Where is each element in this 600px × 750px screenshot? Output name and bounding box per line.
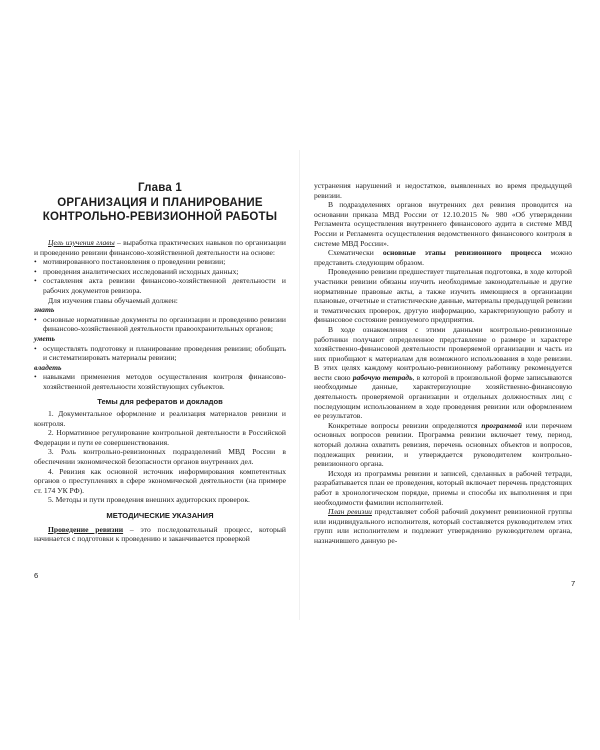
goal-paragraph: [34, 238, 286, 257]
workbook-text-a: В ходе ознакомления с этими данными контрольно-ревизионные работники получают определенное представление о размере и характере хозяйственно-финансовой деятельности проверяемой организации и часть из них приобщают к материалам для возможного использования в ходе ревизии. В этих целях каждому контрольно-ревизионному работнику рекомендуется вести свою: [314, 324, 572, 382]
method-heading: МЕТОДИЧЕСКИЕ УКАЗАНИЯ: [106, 511, 214, 521]
paragraph-regulation: В подразделениях органов внутренних дел ревизия проводится на основании приказа МВД России от 12.10.2015 № 980 «Об утверждении Регламента осуществления внутреннего финансового аудита в системе МВД России и Регламента осуществления ведомственного финансового контроля в системе МВД России».: [314, 200, 572, 248]
own-label: владеть: [34, 362, 62, 372]
stages-text-a: Схематически: [328, 248, 383, 258]
right-page: [300, 0, 600, 750]
goal-text: – выработка практических навыков по организации и проведению ревизии финансово-хозяйственной деятельности на основе:: [34, 238, 286, 257]
method-text: – это последовательный процесс, который начинается с подготовки к проведению и заканчивается проверкой: [34, 524, 286, 544]
right-column: [314, 181, 572, 546]
topic-item: 1. Документальное оформление и реализация материалов ревизии и контроля.: [34, 409, 286, 428]
goal-label: Цель изучения главы: [48, 238, 115, 247]
method-term: Проведение ревизии: [48, 524, 124, 534]
topic-item: 5. Методы и пути проведения внешних аудиторских проверок.: [48, 495, 250, 505]
stages-term: основные этапы ревизионного процесса: [382, 248, 542, 258]
program-text-a: Конкретные вопросы ревизии определяются: [328, 420, 482, 430]
topics-heading: Темы для рефератов и докладов: [97, 396, 223, 406]
paragraph-audit-plan: [314, 507, 572, 545]
left-column: [34, 238, 286, 544]
page-number-right: 7: [571, 579, 576, 588]
paragraph-preparation: Проведению ревизии предшествует тщательная подготовка, в ходе которой участники ревизии обязаны изучить необходимые законодательные и другие нормативные правовые акты, а также изучить имеющиеся в организации плановые, отчетные и статистические данные, материалы предыдущей ревизии и тематических проверок, другую информацию, характеризующую работу и финансовое состояние ревизуемого предприятия.: [314, 267, 572, 325]
chapter-number: Глава 1: [138, 182, 182, 194]
chapter-title: [34, 181, 286, 225]
goal-bullet: • составления акта ревизии финансово-хозяйственной деятельности и рабочих документов ревизора.: [34, 276, 286, 295]
own-bullet: • навыками применения методов осуществления контроля финансово-хозяйственной деятельности хозяйствующих субъектов.: [34, 372, 286, 391]
know-bullet: • основные нормативные документы по организации и проведению ревизии финансово-хозяйственной деятельности правоохранительных органов;: [34, 315, 286, 334]
chapter-title-line-1: ОРГАНИЗАЦИЯ И ПЛАНИРОВАНИЕ: [57, 196, 263, 209]
workbook-text-c: , в которой в произвольной форме записываются необходимые данные, характеризующие хозяйственно-финансовую деятельность проверяемой организации и отдельных должностных лиц с последующим использованием в ходе проведения ревизии или оформлением ее результатов.: [314, 372, 572, 421]
workbook-term: рабочую тетрадь: [352, 372, 413, 382]
paragraph-plan-development: Исходя из программы ревизии и записей, сделанных в рабочей тетради, разрабатывается план ее проведения, который включает перечень предстоящих работ в хронологическом порядке, приемы и способы их выполнения и при необходимости фамилии исполнителей.: [314, 468, 572, 507]
topic-item: 2. Нормативное регулирование контрольной деятельности в Российской Федерации и пути ее совершенствования.: [34, 428, 286, 447]
program-term: программой: [481, 420, 522, 430]
audit-plan-text: представляет собой рабочий документ ревизионной группы или индивидуального исполнителя, который составляется руководителем этих групп или исполнителем и подлежит утверждению руководителем органа, назначившего данную ре-: [314, 507, 572, 545]
topic-item: 4. Ревизия как основной источник информирования компетентных органов о преступлениях в сфере экономической деятельности (на примере ст. 174 УК РФ).: [34, 466, 286, 495]
page-number-left: 6: [34, 571, 39, 580]
know-label: знать: [34, 305, 55, 315]
can-bullet: • осуществлять подготовку и планирование проведения ревизии; обобщать и систематизировать материалы ревизии;: [34, 344, 286, 363]
goal-bullet: • проведения аналитических исследований исходных данных;: [34, 267, 286, 277]
must-intro: Для изучения главы обучаемый должен:: [48, 295, 178, 305]
stages-text-c: можно представить следующим образом.: [314, 248, 572, 267]
paragraph-continuation: устранения нарушений и недостатков, выявленных во время предыдущей ревизии.: [314, 181, 572, 200]
goal-bullet: • мотивированного постановления о проведении ревизии;: [34, 257, 286, 267]
paragraph-program: [314, 421, 572, 469]
audit-plan-term: План ревизии: [328, 507, 372, 517]
chapter-title-line-2: КОНТРОЛЬНО-РЕВИЗИОННОЙ РАБОТЫ: [42, 211, 278, 223]
topic-item: 3. Роль контрольно-ревизионных подразделений МВД России в обеспечении экономической безопасности органов внутренних дел.: [34, 447, 286, 467]
method-paragraph: [34, 525, 286, 544]
paragraph-workbook: [314, 325, 572, 421]
paragraph-stages: [314, 248, 572, 267]
can-label: уметь: [34, 333, 56, 343]
program-text-c: или перечнем основных вопросов ревизии. Программа ревизии включает тему, период, который должна охватить ревизия, перечень основных объектов и вопросов, подлежащих ревизии, и утверждается руководителем контрольно-ревизионного органа.: [314, 420, 572, 469]
